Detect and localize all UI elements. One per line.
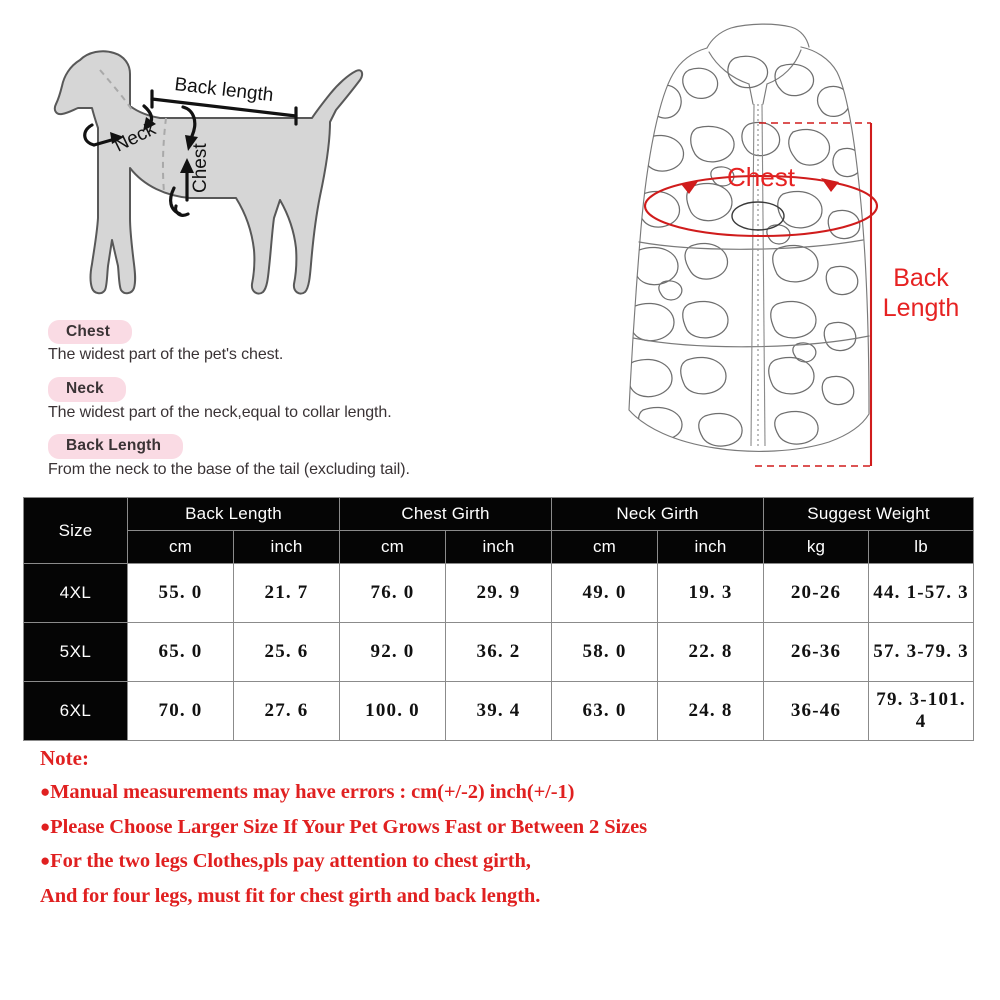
definition-term-chest: Chest (48, 320, 132, 344)
definition-description-neck: The widest part of the neck,equal to collar length. (48, 403, 392, 421)
cell-chest-girth-inch: 29. 9 (446, 564, 552, 623)
dog-measurement-diagram (40, 18, 400, 318)
back-length-annotation-label: Back length (173, 74, 275, 107)
cell-weight-lb: 79. 3-101. 4 (869, 682, 974, 741)
note-bullet-icon: ● (40, 816, 51, 836)
table-row (24, 564, 974, 623)
neck-annotation-label: Neck (110, 118, 160, 157)
header-unit-weight-lb: lb (869, 531, 974, 564)
measurement-definitions (48, 320, 518, 492)
definition-neck (48, 377, 518, 423)
cell-chest-girth-cm: 76. 0 (340, 564, 446, 623)
header-unit-back-length-cm: cm (128, 531, 234, 564)
vest-chest-label: Chest (727, 162, 795, 192)
size-chart-table (23, 497, 974, 741)
note-bullet-icon: ● (40, 851, 51, 870)
table-header-unit-row (24, 531, 974, 564)
header-size: Size (24, 498, 128, 564)
header-group-suggest-weight: Suggest Weight (764, 498, 974, 531)
header-unit-weight-kg: kg (764, 531, 869, 564)
notes-title: Note: (40, 746, 89, 770)
definition-chest (48, 320, 518, 366)
cell-weight-kg: 26-36 (764, 623, 869, 682)
cell-chest-girth-cm: 100. 0 (340, 682, 446, 741)
header-unit-neck-girth-inch: inch (658, 531, 764, 564)
illustration-band (0, 0, 1000, 490)
chest-annotation-label: Chest (190, 143, 211, 193)
definition-term-back-length: Back Length (48, 434, 183, 458)
table-row (24, 682, 974, 741)
cell-back-length-inch: 21. 7 (234, 564, 340, 623)
definition-term-neck: Neck (48, 377, 126, 401)
cell-back-length-inch: 25. 6 (234, 623, 340, 682)
cell-size: 6XL (24, 682, 128, 741)
vest-back-length-label-line1: Back (893, 264, 949, 292)
cell-chest-girth-cm: 92. 0 (340, 623, 446, 682)
cell-back-length-cm: 55. 0 (128, 564, 234, 623)
camouflage-pattern (627, 56, 862, 446)
note-item-3 (40, 851, 940, 872)
notes-section (40, 748, 940, 920)
cell-back-length-inch: 27. 6 (234, 682, 340, 741)
cell-chest-girth-inch: 39. 4 (446, 682, 552, 741)
definition-description-back-length: From the neck to the base of the tail (excluding tail). (48, 460, 410, 478)
header-unit-back-length-inch: inch (234, 531, 340, 564)
cell-neck-girth-inch: 22. 8 (658, 623, 764, 682)
note-item-3-continuation: And for four legs, must fit for chest girth and back length. (40, 884, 541, 907)
header-group-back-length: Back Length (128, 498, 340, 531)
note-item-1-text: Manual measurements may have errors : cm(+/-2) inch(+/-1) (50, 781, 575, 803)
note-item-2 (40, 817, 940, 838)
note-item-1 (40, 782, 940, 803)
note-bullet-icon: ● (40, 782, 51, 801)
note-item-2-text: Please Choose Larger Size If Your Pet Grows Fast or Between 2 Sizes (50, 815, 647, 838)
cell-chest-girth-inch: 36. 2 (446, 623, 552, 682)
note-item-3-text: For the two legs Clothes,pls pay attention to chest girth, (50, 850, 531, 872)
cell-weight-kg: 36-46 (764, 682, 869, 741)
cell-size: 4XL (24, 564, 128, 623)
cell-weight-lb: 57. 3-79. 3 (869, 623, 974, 682)
cell-neck-girth-inch: 19. 3 (658, 564, 764, 623)
cell-weight-lb: 44. 1-57. 3 (869, 564, 974, 623)
cell-back-length-cm: 70. 0 (128, 682, 234, 741)
header-unit-chest-girth-inch: inch (446, 531, 552, 564)
cell-neck-girth-cm: 49. 0 (552, 564, 658, 623)
table-row (24, 623, 974, 682)
definition-description-chest: The widest part of the pet's chest. (48, 346, 284, 364)
cell-back-length-cm: 65. 0 (128, 623, 234, 682)
cell-neck-girth-cm: 63. 0 (552, 682, 658, 741)
cell-size: 5XL (24, 623, 128, 682)
definition-back-length (48, 434, 518, 480)
header-unit-chest-girth-cm: cm (340, 531, 446, 564)
vest-back-length-label-line2: Length (882, 294, 960, 322)
header-unit-neck-girth-cm: cm (552, 531, 658, 564)
cell-weight-kg: 20-26 (764, 564, 869, 623)
cell-neck-girth-inch: 24. 8 (658, 682, 764, 741)
table-header-group-row (24, 498, 974, 531)
vest-zipper (732, 104, 784, 446)
camo-vest-measurement-diagram (585, 18, 985, 480)
cell-neck-girth-cm: 58. 0 (552, 623, 658, 682)
header-group-chest-girth: Chest Girth (340, 498, 552, 531)
header-group-neck-girth: Neck Girth (552, 498, 764, 531)
